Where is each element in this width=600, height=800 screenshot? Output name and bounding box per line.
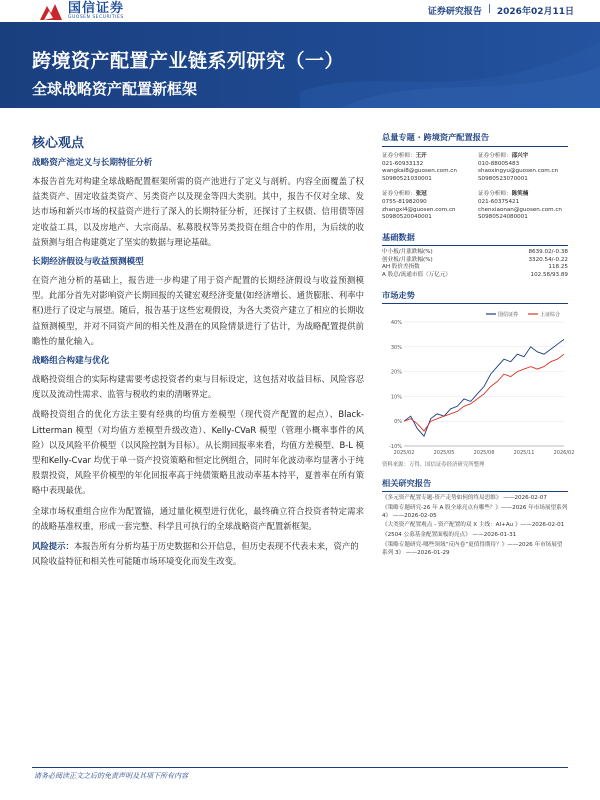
- analyst-role: 证券分析师：: [478, 153, 512, 159]
- market-trend-chart: [382, 308, 575, 458]
- analyst-card: [478, 191, 568, 221]
- y-tick-label: 10%: [390, 394, 402, 401]
- y-tick-label: 0%: [394, 419, 402, 426]
- section-title: 战略组合构建与优化: [32, 356, 110, 367]
- table-cell-value: 3320.54/-0.22: [528, 256, 568, 263]
- x-tick-label: 2025/05: [433, 449, 455, 456]
- section-title: 长期经济假设与收益预测模型: [32, 257, 144, 268]
- analyst-phone: 010-88005483: [478, 160, 520, 167]
- report-date: 2026年02月11日: [496, 7, 574, 17]
- analyst-email[interactable]: shaoxingyu@guosen.com.cn: [478, 168, 559, 175]
- market-trend-heading: 市场走势: [382, 290, 568, 304]
- x-tick-label: 2025/08: [473, 449, 495, 456]
- table-cell-value: 102.58/93.89: [530, 272, 568, 279]
- brand-logo: [40, 0, 124, 22]
- series-line-guosen: [404, 339, 564, 436]
- analyst-card: [478, 153, 568, 183]
- section-paragraph: 战略投资组合的实际构建需要考虑投资者约束与目标设定，这包括对收益目标、风险容忍度以及流动性需求、监管与税收约束的清晰界定。: [32, 374, 364, 400]
- analyst-email[interactable]: wangkai8@guosen.com.cn: [382, 168, 457, 175]
- analyst-license: S0980520040001: [382, 214, 432, 221]
- market-trend-svg: [382, 308, 575, 458]
- topic-heading: 总量专题 · 跨境资产配置报告: [382, 132, 568, 147]
- section-title: 战略资产池定义与长期特征分析: [32, 158, 153, 168]
- title-band: [0, 22, 600, 108]
- page-subtitle: 全球战略资产配置新框架: [32, 80, 198, 98]
- analyst-phone: 021-60375421: [478, 198, 520, 205]
- analyst-email[interactable]: zhangxi4@guosen.com.cn: [382, 206, 456, 213]
- analyst-role: 证券分析师：: [382, 153, 416, 159]
- table-cell-value: 8639.02/-0.38: [528, 248, 568, 255]
- related-report-link[interactable]: 《多元资产配置专题-资产走势如何的终局思维》 ——2026-02-07: [382, 494, 547, 501]
- analyst-card: [382, 153, 472, 183]
- analyst-role: 证券分析师：: [382, 191, 416, 198]
- chart-source: 资料来源：万得、国信证券经济研究所整理: [382, 461, 485, 468]
- table-cell-label: 创业板/月涨跌幅(%): [382, 256, 433, 263]
- series-line-sse: [404, 354, 564, 431]
- page-title: 跨境资产配置产业链系列研究（一）: [32, 50, 345, 72]
- analyst-email[interactable]: chenxiaonan@guosen.com.cn: [478, 206, 562, 213]
- y-tick-label: 20%: [390, 369, 402, 376]
- related-reports-list: [382, 495, 568, 558]
- risk-label: 风险提示：: [32, 541, 74, 552]
- analyst-license: S0980523070001: [478, 175, 528, 182]
- report-type: 证券研究报告: [427, 7, 482, 17]
- legend-label: 国信证券: [498, 311, 519, 318]
- y-tick-label: 30%: [390, 344, 402, 351]
- basic-data-heading: 基础数据: [382, 232, 568, 246]
- related-report-link[interactable]: 《策略专题研究-哪些领域“反内卷”更值得期待？》——2026 年市场展望系列 3》 ——2026-01-29: [382, 541, 563, 556]
- table-row: [382, 249, 568, 257]
- risk-text: 本报告所有分析均基于历史数据和公开信息，但历史表现不代表未来，资产的风险收益特征和相关性可能随市场环境变化而发生改变。: [32, 541, 359, 567]
- y-tick-label: 40%: [390, 319, 402, 326]
- table-cell-label: 中小板/月涨跌幅(%): [382, 248, 433, 255]
- x-tick-label: 2025/02: [393, 449, 415, 456]
- table-row: [382, 264, 568, 272]
- section-paragraph: 全球市场权重组合应作为配置锚，通过量化模型进行优化，最终确立符合投资者特定需求的战略基准权重，形成一套完整、科学且可执行的全球战略资产配置新框架。: [32, 505, 364, 531]
- decorative-wave-icon: [300, 22, 600, 108]
- brand-name-en: GUOSEN SECURITIES: [68, 14, 124, 20]
- analyst-name: 邵兴宇: [511, 153, 529, 159]
- x-tick-label: 2025/11: [513, 449, 535, 456]
- section-paragraph: 战略投资组合的优化方法主要有经典的均值方差模型（现代资产配置的起点）、Black-Litterman 模型（对均值方差模型升级改造）、Kelly-CVaR 模型（管理小概率事件的风险）以及风险平价模型（以风险控制为目标）。从长期回报率来看，均值方差模型、B-L 模型和Kelly-Cvar 均优于单一资产投资策略和恒定比例组合，同时年化波动率均显著小于纯股票投资，风险平价模型的年化回报率高于纯债策略且波动率基本持平，夏普率在所有策略中表现最优。: [32, 409, 364, 496]
- table-cell-value: 118.25: [548, 264, 568, 271]
- x-tick-label: 2026/02: [553, 449, 575, 456]
- risk-note: [32, 539, 364, 569]
- sidebar-column: [382, 132, 575, 560]
- table-cell-label: AH 股价差指数: [382, 264, 420, 271]
- core-views-column: [32, 132, 364, 569]
- related-report-link[interactable]: 《大类资产配置观点 - 资产配置的双 X 主线：AI+Au 》——2026-02-01: [382, 522, 565, 529]
- report-meta: 证券研究报告 | 2026年02月11日: [427, 4, 574, 17]
- analyst-name: 王开: [415, 153, 427, 159]
- footer-divider: [32, 767, 568, 768]
- brand-mark-icon: [40, 2, 62, 20]
- analyst-name: 陈笑楠: [511, 191, 529, 198]
- table-cell-label: A 股总/流通市值（万亿元）: [382, 272, 452, 279]
- related-report-link[interactable]: 《策略专题研究-26 年 A 股全球亮点有哪些？》——2026 年市场展望系列 4》 ——2026-02-05: [382, 504, 568, 519]
- analyst-name: 张冠: [415, 191, 427, 198]
- footer-disclaimer: 请务必阅读正文之后的免责声明及其项下所有内容: [34, 772, 188, 780]
- core-views-heading: 核心观点: [32, 136, 85, 151]
- analyst-phone: 0755-81982090: [382, 198, 427, 205]
- section-paragraph: 本报告首先对构建全球战略配置框架所需的资产池进行了定义与剖析。内容全面覆盖了权益类资产、固定收益类资产、另类资产以及现金等四大类别。其中，报告不仅对全球、发达市场和新兴市场的权益资产进行了深入的长期特征分析，还探讨了主权债、信用债等固定收益工具，以及房地产、大宗商品、私募股权等另类投资在组合中的作用，为后续的收益预测与组合构建奠定了坚实的数据与理论基础。: [32, 176, 364, 247]
- related-report-link[interactable]: 《2504 公募基金配置面板的亮点》 ——2026-01-31: [382, 532, 517, 539]
- analyst-card: [382, 191, 472, 221]
- basic-data-table: [382, 249, 568, 280]
- table-row: [382, 272, 568, 280]
- analyst-phone: 021-60933132: [382, 160, 424, 167]
- top-bar: [0, 0, 600, 22]
- analyst-license: S0980524080001: [478, 214, 528, 221]
- section-paragraph: 在资产池分析的基础上，报告进一步构建了用于资产配置的长期经济假设与收益预测模型。此部分首先对影响资产长期回报的关键宏观经济变量(如经济增长、通货膨胀、利率中枢)进行了设定与展望。随后，报告基于这些宏观假设，为各大类资产建立了相应的长期收益预测模型，并对不同资产间的相关性及潜在的风险情景进行了估计，为战略配置提供前瞻性的量化输入。: [32, 275, 364, 346]
- analyst-role: 证券分析师：: [478, 191, 512, 198]
- brand-name-cn: 国信证券: [68, 0, 125, 16]
- y-tick-label: -10%: [389, 443, 402, 450]
- related-reports-heading: 相关研究报告: [382, 478, 568, 492]
- analyst-list: [382, 153, 568, 222]
- legend-label: 上证综合: [540, 311, 561, 318]
- analyst-license: S0980521030001: [382, 175, 432, 182]
